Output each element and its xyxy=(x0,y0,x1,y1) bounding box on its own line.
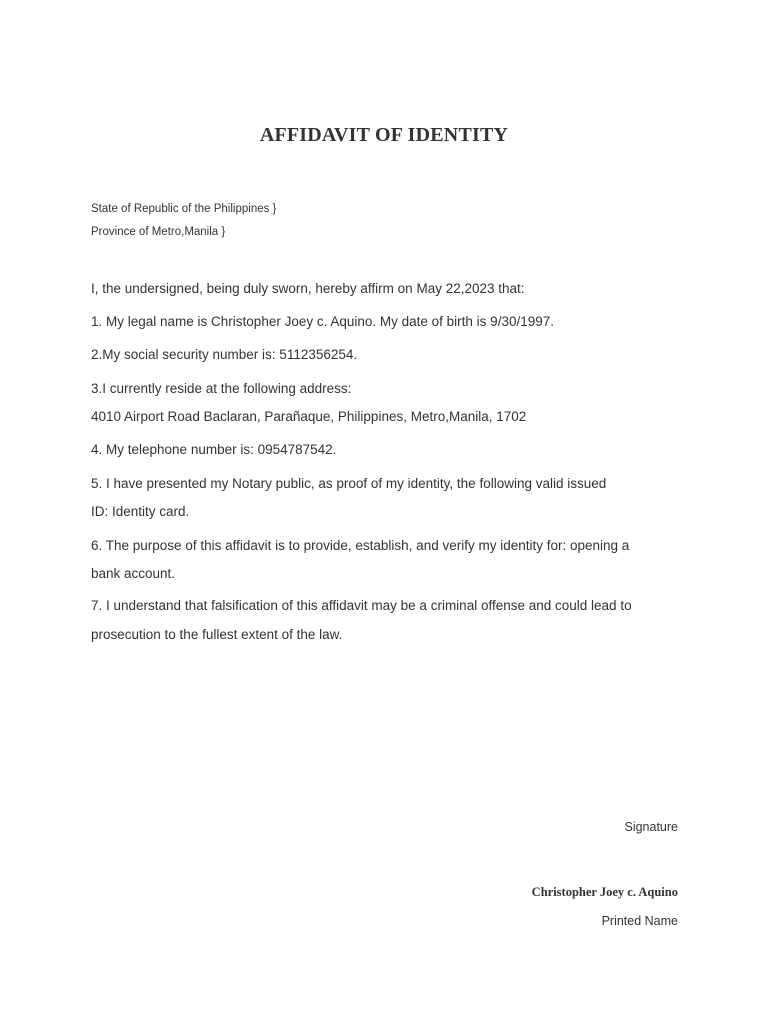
venue-province: Province of Metro,Manila } xyxy=(91,226,226,238)
intro-statement: I, the undersigned, being duly sworn, hereby affirm on May 22,2023 that: xyxy=(91,281,525,296)
statement-5-line-1: 5. I have presented my Notary public, as proof of my identity, the following valid issued xyxy=(91,476,607,491)
statement-3-address: 4010 Airport Road Baclaran, Parañaque, Philippines, Metro,Manila, 1702 xyxy=(91,409,527,424)
statement-1: 1. My legal name is Christopher Joey c. Aquino. My date of birth is 9/30/1997. xyxy=(91,314,554,329)
statement-4: 4. My telephone number is: 0954787542. xyxy=(91,442,337,457)
statement-7-line-1: 7. I understand that falsification of this affidavit may be a criminal offense and could lead to xyxy=(91,598,632,613)
statement-5-line-2: ID: Identity card. xyxy=(91,504,190,519)
statement-6-line-1: 6. The purpose of this affidavit is to provide, establish, and verify my identity for: opening a xyxy=(91,538,630,553)
statement-7-line-2: prosecution to the fullest extent of the law. xyxy=(91,627,343,642)
statement-2: 2.My social security number is: 5112356254. xyxy=(91,347,358,362)
statement-3-line-1: 3.I currently reside at the following address: xyxy=(91,381,352,396)
document-title: AFFIDAVIT OF IDENTITY xyxy=(259,124,509,146)
statement-6-line-2: bank account. xyxy=(91,566,176,581)
printed-name-label: Printed Name xyxy=(601,914,678,928)
printed-name-value: Christopher Joey c. Aquino xyxy=(531,885,678,899)
signature-label: Signature xyxy=(624,820,678,834)
venue-state: State of Republic of the Philippines } xyxy=(91,203,277,215)
